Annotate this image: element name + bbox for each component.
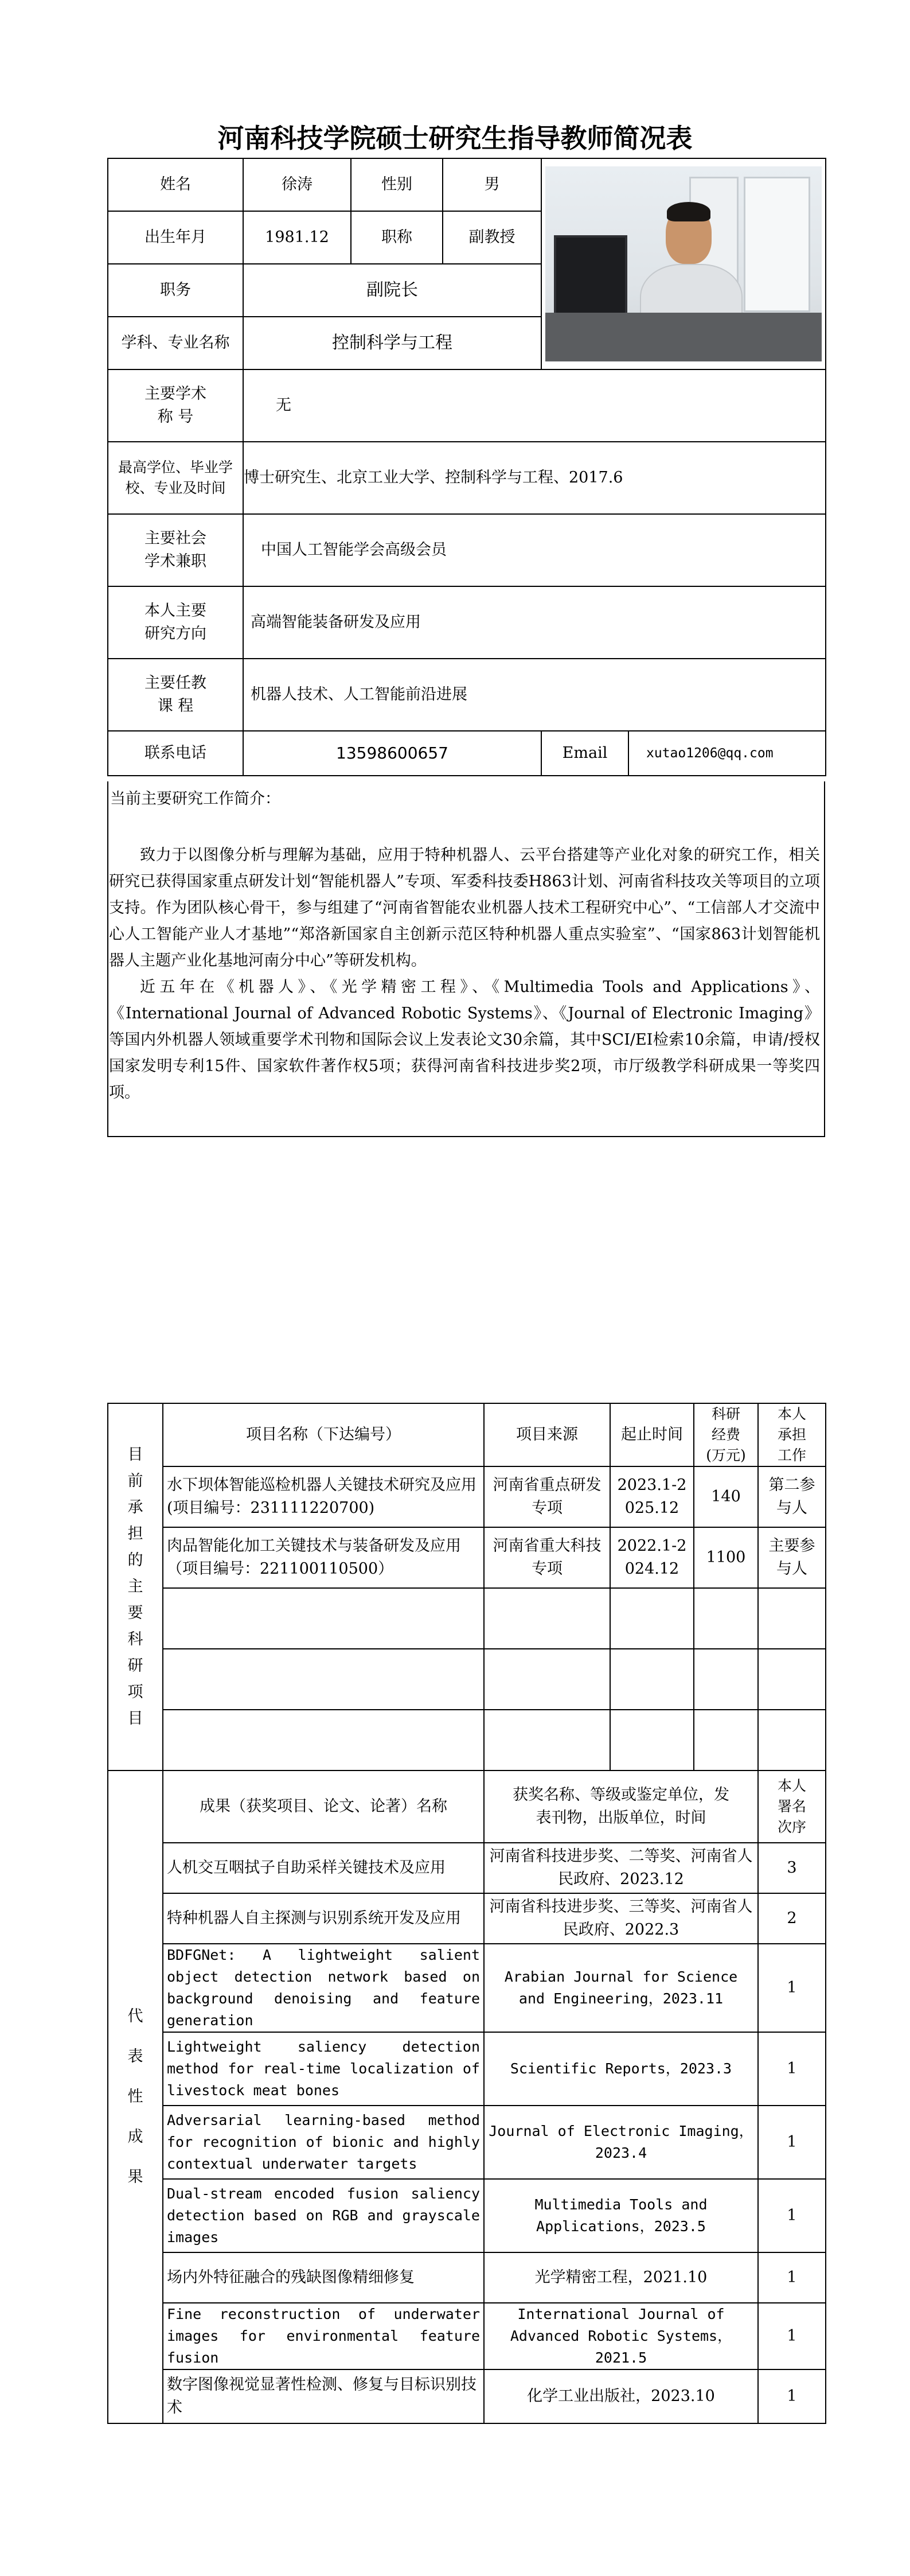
achievement-venue: 河南省科技进步奖、二等奖、河南省人民政府、2023.12 — [484, 1843, 758, 1893]
sl-1: 前 — [127, 1472, 143, 1490]
gender-value: 男 — [443, 158, 541, 211]
discipline-value: 控制科学与工程 — [243, 317, 541, 369]
sl-0: 目 — [127, 1446, 143, 1464]
research-intro-text — [109, 842, 820, 1106]
oh-1: 本人 — [777, 1777, 806, 1794]
honor-value: 无 — [243, 369, 826, 442]
rank-value: 副教授 — [443, 211, 541, 264]
project-source: 河南省重大科技专项 — [484, 1527, 610, 1588]
project-funding-header — [694, 1403, 758, 1466]
achievement-order: 1 — [758, 2179, 826, 2252]
achievement-name: 人机交互咽拭子自助采样关键技术及应用 — [163, 1843, 484, 1893]
achievement-name: Adversarial learning-based method for recognition of bionic and highly contextual underwater targets — [163, 2106, 484, 2179]
email-value: xutao1206@qq.com — [646, 746, 774, 761]
achievement-venue: Multimedia Tools and Applications，2023.5 — [484, 2179, 758, 2252]
al-3: 成 — [127, 2128, 143, 2146]
achievement-order: 2 — [758, 1893, 826, 1944]
achievement-row — [108, 1944, 826, 2032]
degree-value: 博士研究生、北京工业大学、控制科学与工程、2017.6 — [243, 442, 826, 514]
oh-2: 署名 — [777, 1798, 806, 1815]
courses-value: 机器人技术、人工智能前沿进展 — [243, 659, 826, 731]
project-period: 2022.1-2024.12 — [610, 1527, 694, 1588]
achievement-order: 1 — [758, 2106, 826, 2179]
al-4: 果 — [127, 2168, 143, 2186]
project-period-header: 起止时间 — [610, 1403, 694, 1466]
achievement-row — [108, 2369, 826, 2423]
achievement-name: 数字图像视觉显著性检测、修复与目标识别技术 — [163, 2369, 484, 2423]
achievement-order: 1 — [758, 2252, 826, 2303]
al-1: 表 — [127, 2048, 143, 2065]
email-label: Email — [542, 731, 629, 775]
achievement-order: 1 — [758, 2369, 826, 2423]
fh-3: (万元) — [706, 1447, 746, 1464]
rh-1: 本人 — [777, 1406, 806, 1422]
achievement-name: 场内外特征融合的残缺图像精细修复 — [163, 2252, 484, 2303]
project-name: 水下坝体智能巡检机器人关键技术研究及应用(项目编号：231111220700) — [163, 1466, 484, 1527]
fh-1: 科研 — [711, 1406, 740, 1422]
al-0: 代 — [127, 2007, 143, 2025]
achievements-section-label — [108, 1770, 163, 2423]
project-row-empty — [108, 1588, 826, 1649]
research-intro-heading: 当前主要研究工作简介： — [110, 790, 280, 808]
sl-7: 科 — [127, 1631, 143, 1648]
phone-label: 联系电话 — [108, 731, 243, 776]
name-value: 徐涛 — [243, 158, 351, 211]
honor-label-2: 称 号 — [157, 408, 194, 426]
projects-section-label — [108, 1403, 163, 1770]
achievement-venue-header: 获奖名称、等级或鉴定单位，发表刊物，出版单位，时间 — [484, 1770, 758, 1843]
al-2: 性 — [127, 2088, 143, 2106]
courses-label — [108, 659, 243, 731]
sl-2: 承 — [127, 1499, 143, 1516]
achievement-order: 3 — [758, 1843, 826, 1893]
project-period: 2023.1-2025.12 — [610, 1466, 694, 1527]
rh-3: 工作 — [777, 1447, 806, 1464]
honor-label-1: 主要学术 — [144, 385, 206, 403]
sl-9: 项 — [127, 1683, 143, 1701]
gender-label: 性别 — [351, 158, 443, 211]
oh-3: 次序 — [777, 1819, 806, 1835]
project-row — [108, 1466, 826, 1527]
society-label-2: 学术兼职 — [144, 552, 206, 570]
birth-label: 出生年月 — [108, 211, 243, 264]
achievement-order: 1 — [758, 2032, 826, 2106]
research-label-1: 本人主要 — [144, 602, 206, 620]
achievement-venue: Arabian Journal for Science and Engineering，2023.11 — [484, 1944, 758, 2032]
research-value: 高端智能装备研发及应用 — [243, 586, 826, 659]
project-row-empty — [108, 1710, 826, 1770]
sl-8: 研 — [127, 1657, 143, 1675]
achievement-venue: Journal of Electronic Imaging，2023.4 — [484, 2106, 758, 2179]
photo-cell — [541, 158, 826, 369]
sl-10: 目 — [127, 1710, 143, 1727]
project-source-header: 项目来源 — [484, 1403, 610, 1466]
achievement-venue: 光学精密工程，2021.10 — [484, 2252, 758, 2303]
sl-5: 主 — [127, 1578, 143, 1596]
achievement-name: Dual-stream encoded fusion saliency detection based on RGB and grayscale images — [163, 2179, 484, 2252]
achievement-row — [108, 2303, 826, 2369]
courses-label-2: 课 程 — [157, 697, 194, 715]
discipline-label: 学科、专业名称 — [108, 317, 243, 369]
achievement-row — [108, 1893, 826, 1944]
achievement-venue: Scientific Reports，2023.3 — [484, 2032, 758, 2106]
society-label-1: 主要社会 — [144, 530, 206, 547]
achievement-order: 1 — [758, 2303, 826, 2369]
rh-2: 承担 — [777, 1426, 806, 1443]
phone-value: 13598600657 — [243, 731, 541, 776]
degree-label: 最高学位、毕业学校、专业及时间 — [108, 442, 243, 514]
achievement-order-header — [758, 1770, 826, 1843]
sl-3: 担 — [127, 1525, 143, 1543]
project-funding: 140 — [694, 1466, 758, 1527]
sl-4: 的 — [127, 1551, 143, 1569]
research-label-2: 研究方向 — [144, 625, 206, 643]
achievement-name: Fine reconstruction of underwater images for environmental feature fusion — [163, 2303, 484, 2369]
birth-value: 1981.12 — [243, 211, 351, 264]
achievement-venue: International Journal of Advanced Robotic Systems，2021.5 — [484, 2303, 758, 2369]
achievement-order: 1 — [758, 1944, 826, 2032]
project-funding: 1100 — [694, 1527, 758, 1588]
project-role: 主要参与人 — [758, 1527, 826, 1588]
project-name: 肉品智能化加工关键技术与装备研发及应用（项目编号：221100110500） — [163, 1527, 484, 1588]
position-label: 职务 — [108, 264, 243, 317]
achievement-name: Lightweight saliency detection method for real-time localization of livestock meat bones — [163, 2032, 484, 2106]
project-name-header: 项目名称（下达编号） — [163, 1403, 484, 1466]
intro-paragraph-2: 近五年在《机器人》、《光学精密工程》、《Multimedia Tools and Applications》、《International Journal of Advanced Robotic Systems》、《Journal of Electronic Imaging》等国内外机器人领域重要学术刊物和国际会议上发表论文30余篇，其中SCI/EI检索10余篇，申请/授权国家发明专利15件、国家软件著作权5项；获得河南省科技进步奖2项，市厅级教学科研成果一等奖四项。 — [109, 978, 820, 1102]
name-label: 姓名 — [108, 158, 243, 211]
project-row — [108, 1527, 826, 1588]
project-source: 河南省重点研发专项 — [484, 1466, 610, 1527]
profile-table — [107, 158, 826, 776]
achievement-row — [108, 1843, 826, 1893]
page-title: 河南科技学院硕士研究生指导教师简况表 — [217, 123, 693, 154]
achievement-venue: 化学工业出版社，2023.10 — [484, 2369, 758, 2423]
rank-label: 职称 — [351, 211, 443, 264]
email-cell — [541, 731, 826, 776]
portrait-photo — [545, 166, 822, 361]
achievement-venue: 河南省科技进步奖、三等奖、河南省人民政府、2022.3 — [484, 1893, 758, 1944]
achievement-name: BDFGNet: A lightweight salient object detection network based on background denoising and feature generation — [163, 1944, 484, 2032]
society-label — [108, 514, 243, 586]
sl-6: 要 — [127, 1604, 143, 1622]
achievement-row — [108, 2032, 826, 2106]
courses-label-1: 主要任教 — [144, 674, 206, 692]
achievement-name: 特种机器人自主探测与识别系统开发及应用 — [163, 1893, 484, 1944]
project-role-header — [758, 1403, 826, 1466]
projects-achievements-table — [107, 1403, 826, 2424]
achievement-name-header: 成果（获奖项目、论文、论著）名称 — [163, 1770, 484, 1843]
project-row-empty — [108, 1649, 826, 1710]
achievement-row — [108, 2179, 826, 2252]
honor-label — [108, 369, 243, 442]
achievement-row — [108, 2106, 826, 2179]
society-value: 中国人工智能学会高级会员 — [243, 514, 826, 586]
research-label — [108, 586, 243, 659]
achievement-row — [108, 2252, 826, 2303]
position-value: 副院长 — [243, 264, 541, 317]
intro-paragraph-1: 致力于以图像分析与理解为基础，应用于特种机器人、云平台搭建等产业化对象的研究工作，相关研究已获得国家重点研发计划“智能机器人”专项、军委科技委H863计划、河南省科技攻关等项目的立项支持。作为团队核心骨干，参与组建了“河南省智能农业机器人技术工程研究中心”、“工信部人才交流中心人工智能产业人才基地”“郑洛新国家自主创新示范区特种机器人重点实验室”、“国家863计划智能机器人主题产业化基地河南分中心”等研发机构。 — [109, 846, 820, 970]
fh-2: 经费 — [711, 1426, 740, 1443]
project-role: 第二参与人 — [758, 1466, 826, 1527]
